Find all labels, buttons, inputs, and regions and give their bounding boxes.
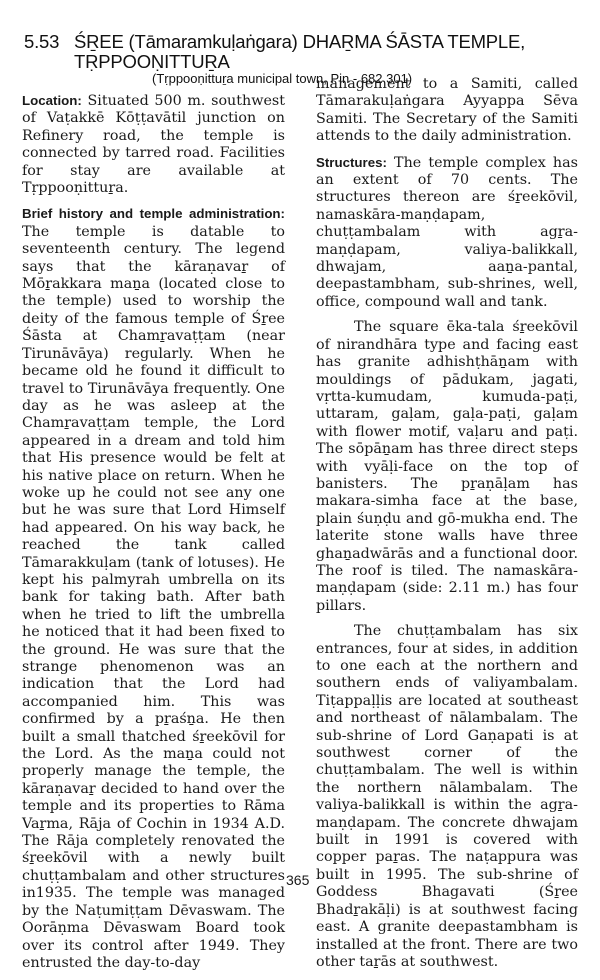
section-number: 5.53 <box>24 31 60 52</box>
left-column <box>22 92 285 980</box>
section-title: ŚṞEE (Tāmaramkuḷaṅgara) DHAṞMA ŚĀSTA TEMPLE, TṚPPOOṆITTUṞA <box>74 31 526 72</box>
location-paragraph <box>22 92 285 197</box>
location-label: Location: <box>22 93 82 108</box>
location-text: Situated 500 m. southwest of Vaṭakkē Kōṭṭavātil junction on Refinery road, the temple is connected by tarred road. Facilities for stay are available at Tṛppooṇittuṟa. <box>22 93 285 197</box>
history-paragraph <box>22 205 285 972</box>
structures-label: Structures: <box>316 154 387 170</box>
srikovil-paragraph: The square ēka-tala śṟeekōvil of nirandhāra type and facing east has granite adhishṭhāṉam with mouldings of pādukam, jagati, vṛtta-kumudam, kumuda-paṭi, uttaram, gaḷam, gaḷa-paṭi, gaḷam with flower motif, vaḷaru and paṭi. The sōpāṉam has three direct steps with vyāḷi-face on the top of banisters. The pṟaṇāḷam has makara-simha face at the base, plain śuṇḍu and gō-mukha end. The laterite stone walls have three ghaṉadwārās and a functional door. The roof is tiled. The namaskāra-maṇḍapam (side: 2.11 m.) has four pillars. <box>316 319 578 614</box>
structures-text: The temple complex has an extent of 70 cents. The structures thereon are śṟeekōvil, namaskāra-maṇḍapam, chuṭṭambalam with agṟa-maṇḍapam, valiya-balikkall, dhwajam, aaṉa-pantal, deepastambham, sub-shrines, well, office, compound wall and tank. <box>316 154 578 310</box>
structures-paragraph <box>316 154 578 312</box>
chuttambalam-paragraph: The chuṭṭambalam has six entrances, four at sides, in addition to one each at the northern and southern ends of valiyambalam. Tiṭappaḷḷis are located at southeast and northeast of nālambalam. The sub-shrine of Lord Gaṇapati is at southwest corner of the chuṭṭambalam. The well is within the northern nālambalam. The valiya-balikkall is within the agṟa-maṇḍapam. The concrete dhwajam built in 1991 is covered with copper paṟas. The naṭappura was built in 1995. The sub-shrine of Goddess Bhagavati (Śṟee Bhadṟakāḷi) is at southwest facing east. A granite deepastambham is installed at the front. There are two other taṟās at southwest. <box>316 623 578 970</box>
right-column <box>316 76 578 979</box>
history-label: Brief history and temple administration: <box>22 206 285 222</box>
history-continuation <box>316 76 578 146</box>
history-text-right: management to a Samiti, called Tāmarakuḷaṅgara Ayyappa Sēva Samiti. The Secretary of the Samiti attends to the daily administration. <box>316 76 578 145</box>
page-number: 365 <box>286 872 310 888</box>
history-text-left: The temple is datable to seventeenth century. The legend says that the kāraṇavaṟ of Mōṟakkara maṉa (located close to the temple) used to worship the deity of the famous temple of Śṟee Śāsta at Chamṟavaṭṭam (near Tirunāvāya) regularly. When he became old he found it difficult to travel to Tirunāvāya frequently. One day as he was asleep at the Chamṟavaṭṭam temple, the Lord appeared in a dream and told him that His presence would be felt at his native place on return. When he woke up he could not see any one but he was sure that Lord Himself had appeared. On his way back, he reached the tank called Tāmarakkuḷam (tank of lotuses). He kept his palmyrah umbrella on its bank for taking bath. After bath when he tried to lift the umbrella he noticed that it had been fixed to the ground. He was sure that the strange phenomenon was an indication that the Lord had accompanied him. This was confirmed by a pṟaśṉa. He then built a small thatched śṟeekōvil for the Lord. As the maṉa could not properly manage the temple, the kāraṇavaṟ decided to hand over the temple and its properties to Rāma Vaṟma, Rāja of Cochin in 1934 A.D. The Rāja completely renovated the śṟeekōvil with a newly built chuṭṭambalam and other structures in1935. The temple was managed by the Naṭumiṭṭam Dēvaswam. The Oorāṇma Dēvaswam Board took over its control after 1949. They entrusted the day-to-day <box>22 223 285 971</box>
section-subtitle: (Tṛppooṇittuṟa municipal town, Pin - 682 301) <box>152 71 413 86</box>
